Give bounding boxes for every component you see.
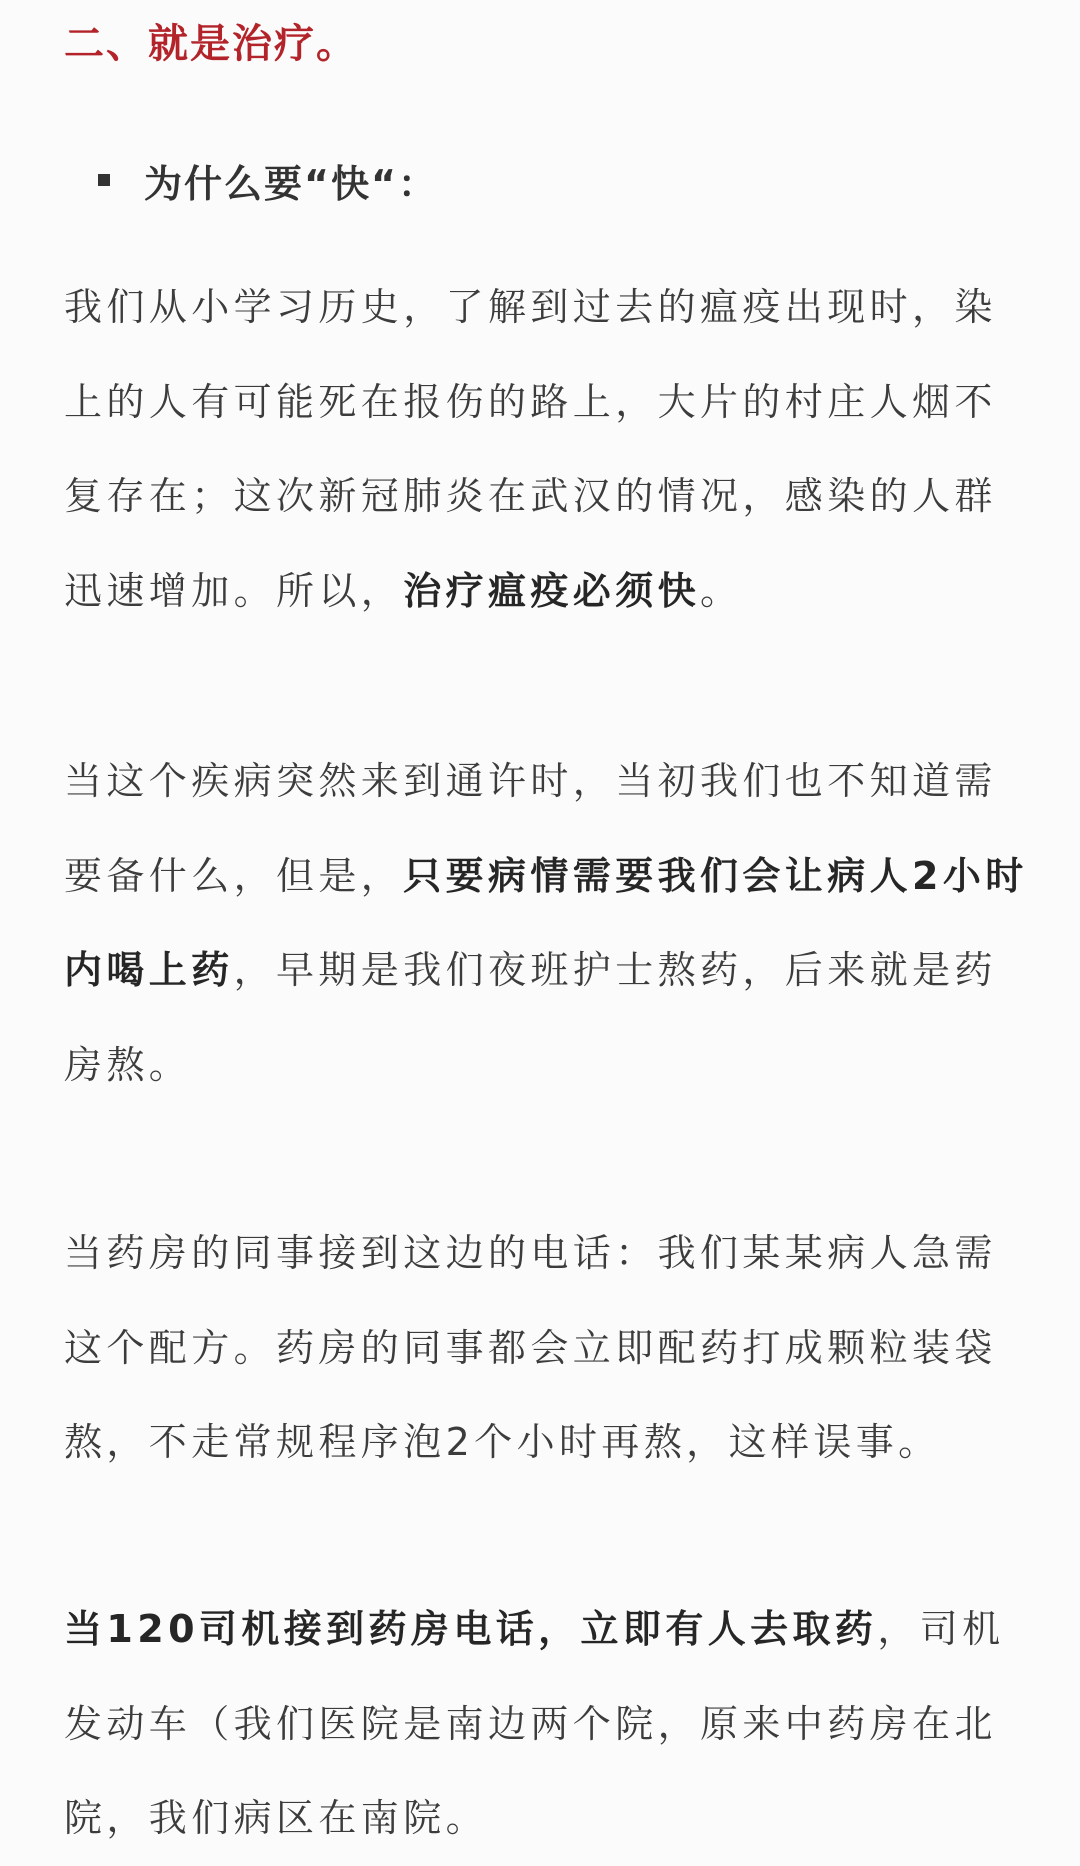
paragraph-line: 这个配方。药房的同事都会立即配药打成颗粒装袋 (64, 1325, 997, 1370)
bold-emphasis: 当120司机接到药房电话，立即有人去取药 (64, 1607, 878, 1651)
paragraph-line: 我们从小学习历史，了解到过去的瘟疫出现时，染 (64, 285, 997, 329)
bold-emphasis: 只要病情需要我们会让病人2小时 (403, 853, 1028, 898)
paragraph-line: 房熬。 (64, 1042, 192, 1087)
paragraph-line: 当药房的同事接到这边的电话：我们某某病人急需 (64, 1231, 997, 1275)
paragraph-driver (64, 1582, 1024, 1866)
paragraph-history (64, 260, 1024, 638)
paragraph-pharmacy (64, 1206, 1024, 1490)
paragraph-line: 熬，不走常规程序泡2个小时再熬，这样误事。 (64, 1420, 941, 1465)
paragraph-line (64, 829, 1028, 924)
paragraph-line (64, 923, 1024, 1018)
paragraph-line (64, 544, 1024, 639)
paragraph-line: 发动车（我们医院是南边两个院，原来中药房在北 (64, 1701, 997, 1746)
paragraph-disease-arrival (64, 734, 1028, 1112)
paragraph-line (64, 1582, 1024, 1677)
plain-text: ，早期是我们夜班护士熬药，后来就是药 (233, 948, 997, 993)
bullet-item (98, 150, 438, 210)
plain-text: ，司机 (877, 1607, 1005, 1651)
plain-text: 要备什么，但是， (64, 853, 404, 898)
paragraph-line: 当这个疾病突然来到通许时，当初我们也不知道需 (64, 759, 997, 803)
bullet-subheading: 为什么要“快“： (144, 161, 438, 206)
paragraph-line: 复存在；这次新冠肺炎在武汉的情况，感染的人群 (64, 474, 997, 519)
bold-emphasis: 治疗瘟疫必须快 (403, 568, 701, 613)
bold-emphasis: 内喝上药 (64, 948, 234, 993)
plain-text: 。 (700, 568, 743, 613)
section-heading: 二、就是治疗。 (64, 21, 358, 67)
paragraph-line: 院，我们病区在南院。 (64, 1796, 489, 1841)
bullet-square-icon (98, 174, 110, 186)
plain-text: 迅速增加。所以， (64, 568, 404, 613)
paragraph-line: 上的人有可能死在报伤的路上，大片的村庄人烟不 (64, 379, 997, 424)
